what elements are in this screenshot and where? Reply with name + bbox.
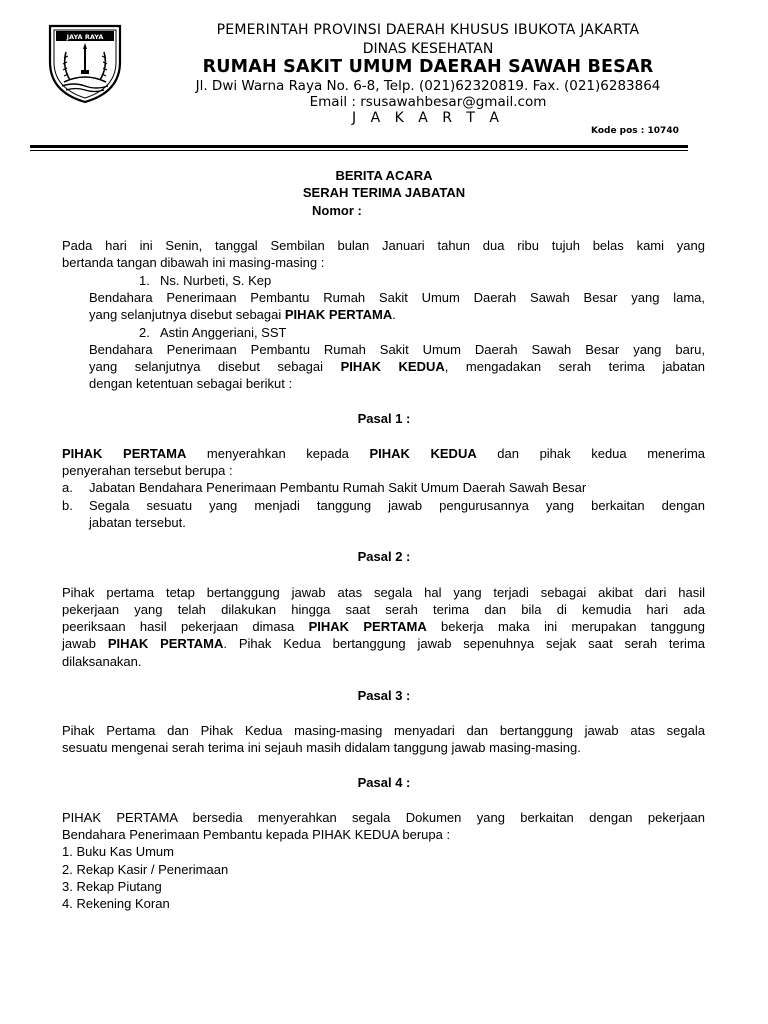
letterhead-email: Email : rsusawahbesar@gmail.com	[309, 94, 547, 110]
pasal-2-line-1: Pihak pertama tetap bertanggung jawab atas segala hal yang terjadi sebagai akibat dari hasil	[62, 585, 705, 600]
pasal-2-line-2: pekerjaan yang telah dilakukan hingga saat serah terima dan bila di kemudia hari ada	[62, 602, 705, 617]
letterhead-divider-thin	[30, 150, 688, 151]
letterhead-hospital-name: RUMAH SAKIT UMUM DAERAH SAWAH BESAR	[202, 57, 654, 77]
pasal-3-heading: Pasal 3 :	[357, 688, 411, 703]
party1-desc-2: yang selanjutnya disebut sebagai PIHAK PERTAMA.	[89, 307, 396, 322]
pasal-1-line-2: penyerahan tersebut berupa :	[62, 463, 233, 478]
pasal-2-line-5: dilaksanakan.	[62, 654, 142, 669]
pasal-3-line-1: Pihak Pertama dan Pihak Kedua masing-masing menyadari dan bertanggung jawab atas segala	[62, 723, 705, 738]
pasal-1-item-b-line-2: jabatan tersebut.	[89, 515, 186, 530]
pasal-4-line-2: Bendahara Penerimaan Pembantu kepada PIHAK KEDUA berupa :	[62, 827, 451, 842]
pasal-1-heading: Pasal 1 :	[357, 411, 411, 426]
letterhead-government: PEMERINTAH PROVINSI DAERAH KHUSUS IBUKOTA JAKARTA	[216, 22, 640, 38]
pasal-4-item-4: 4. Rekening Koran	[62, 896, 170, 911]
pasal-1-item-a: Jabatan Bendahara Penerimaan Pembantu Rumah Sakit Umum Daerah Sawah Besar	[89, 480, 587, 495]
pasal-4-item-2: 2. Rekap Kasir / Penerimaan	[62, 862, 229, 877]
pasal-4-item-3: 3. Rekap Piutang	[62, 879, 162, 894]
party1-name: Ns. Nurbeti, S. Kep	[160, 273, 272, 288]
document-title: BERITA ACARA	[335, 168, 433, 183]
party2-desc-2: yang selanjutnya disebut sebagai PIHAK KEDUA, mengadakan serah terima jabatan	[89, 359, 705, 374]
pasal-1-item-b-marker: b.	[62, 498, 73, 513]
letterhead-address: Jl. Dwi Warna Raya No. 6-8, Telp. (021)62320819. Fax. (021)6283864	[195, 78, 661, 94]
pasal-3-line-2: sesuatu mengenai serah terima ini sejauh masih didalam tanggung jawab masing-masing.	[62, 740, 581, 755]
pasal-2-heading: Pasal 2 :	[357, 549, 411, 564]
document-subtitle: SERAH TERIMA JABATAN	[302, 185, 466, 200]
pasal-1-line-1: PIHAK PERTAMA menyerahkan kepada PIHAK KEDUA dan pihak kedua menerima	[62, 446, 705, 461]
pasal-4-line-1: PIHAK PERTAMA bersedia menyerahkan segala Dokumen yang berkaitan dengan pekerjaan	[62, 810, 705, 825]
party1-desc-1: Bendahara Penerimaan Pembantu Rumah Sakit Umum Daerah Sawah Besar yang lama,	[89, 290, 705, 305]
pasal-2-line-3: peeriksaan hasil pekerjaan dimasa PIHAK PERTAMA bekerja maka ini merupakan tanggung	[62, 619, 705, 634]
party2-desc-3: dengan ketentuan sebagai berikut :	[89, 376, 293, 391]
opening-line-1: Pada hari ini Senin, tanggal Sembilan bulan Januari tahun dua ribu tujuh belas kami yang	[62, 238, 705, 253]
pasal-1-item-a-marker: a.	[62, 480, 73, 495]
opening-line-2: bertanda tangan dibawah ini masing-masing :	[62, 255, 325, 270]
party2-desc-1: Bendahara Penerimaan Pembantu Rumah Sakit Umum Daerah Sawah Besar yang baru,	[89, 342, 705, 357]
party1-number: 1.	[139, 273, 150, 288]
letterhead-city: J A K A R T A	[351, 110, 505, 126]
party2-number: 2.	[139, 325, 150, 340]
letterhead-divider	[30, 145, 688, 148]
document-number: Nomor :	[312, 203, 362, 218]
jakarta-emblem-logo	[46, 22, 124, 104]
pasal-2-line-4: jawab PIHAK PERTAMA. Pihak Kedua bertanggung jawab sepenuhnya sejak saat serah terima	[62, 636, 706, 651]
pasal-4-item-1: 1. Buku Kas Umum	[62, 844, 174, 859]
party2-name: Astin Anggeriani, SST	[160, 325, 287, 340]
postal-code: Kode pos : 10740	[591, 126, 679, 136]
pasal-4-heading: Pasal 4 :	[357, 775, 411, 790]
svg-text:JAYA RAYA: JAYA RAYA	[66, 33, 104, 41]
pasal-1-item-b-line-1: Segala sesuatu yang menjadi tanggung jawab pengurusannya yang berkaitan dengan	[89, 498, 705, 513]
letterhead-department: DINAS KESEHATAN	[362, 41, 494, 57]
